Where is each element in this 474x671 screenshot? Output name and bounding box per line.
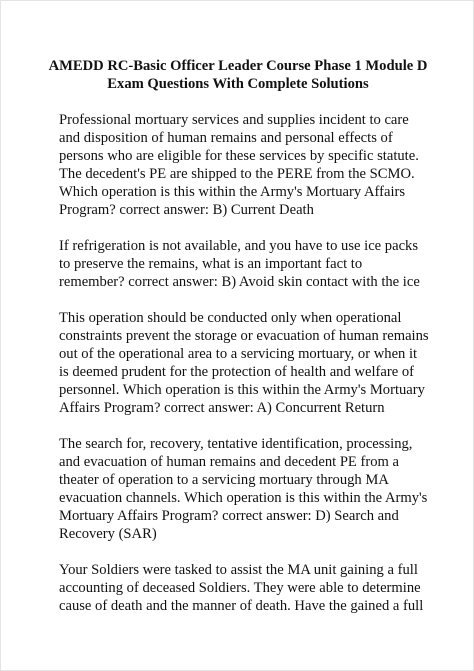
question-text: The search for, recovery, tentative identification, processing, and evacuation of human remains and decedent PE from a theater of operation to a servicing mortuary through MA evacuation channels. Which operation is this within the Army's Mortuary Affairs Program? <box>59 436 428 524</box>
document-body <box>59 111 429 633</box>
answer-text: correct answer: D) Search and Recovery (SAR) <box>59 508 399 542</box>
answer-text: correct answer: B) Avoid skin contact with the ice <box>128 274 420 290</box>
question-text: Your Soldiers were tasked to assist the MA unit gaining a full accounting of deceased Soldiers. They were able to determine cause of death and the manner of death. Have the gained a full <box>59 562 424 614</box>
question-item-2 <box>59 237 429 291</box>
question-item-5 <box>59 561 429 615</box>
question-text: If refrigeration is not available, and you have to use ice packs to preserve the remains, what is an important fact to remember? <box>59 238 419 290</box>
question-text: Professional mortuary services and supplies incident to care and disposition of human remains and personal effects of persons who are eligible for these services by specific statute. The decedent's PE are shipped to the PERE from the SCMO. Which operation is this within the Army's Mortuary Affairs Program? <box>59 112 419 218</box>
answer-text: correct answer: A) Concurrent Return <box>164 400 385 416</box>
answer-text: correct answer: B) Current Death <box>119 202 314 218</box>
document-title: AMEDD RC-Basic Officer Leader Course Phase 1 Module D Exam Questions With Complete Solutions <box>48 58 428 92</box>
question-item-3 <box>59 309 429 417</box>
question-item-1 <box>59 111 429 219</box>
question-item-4 <box>59 435 429 543</box>
question-text: This operation should be conducted only when operational constraints prevent the storage or evacuation of human remains out of the operational area to a servicing mortuary, or when it is deemed prudent for the protection of health and welfare of personnel. Which operation is this within the Army's Mortuary Affairs Program? <box>59 310 429 416</box>
